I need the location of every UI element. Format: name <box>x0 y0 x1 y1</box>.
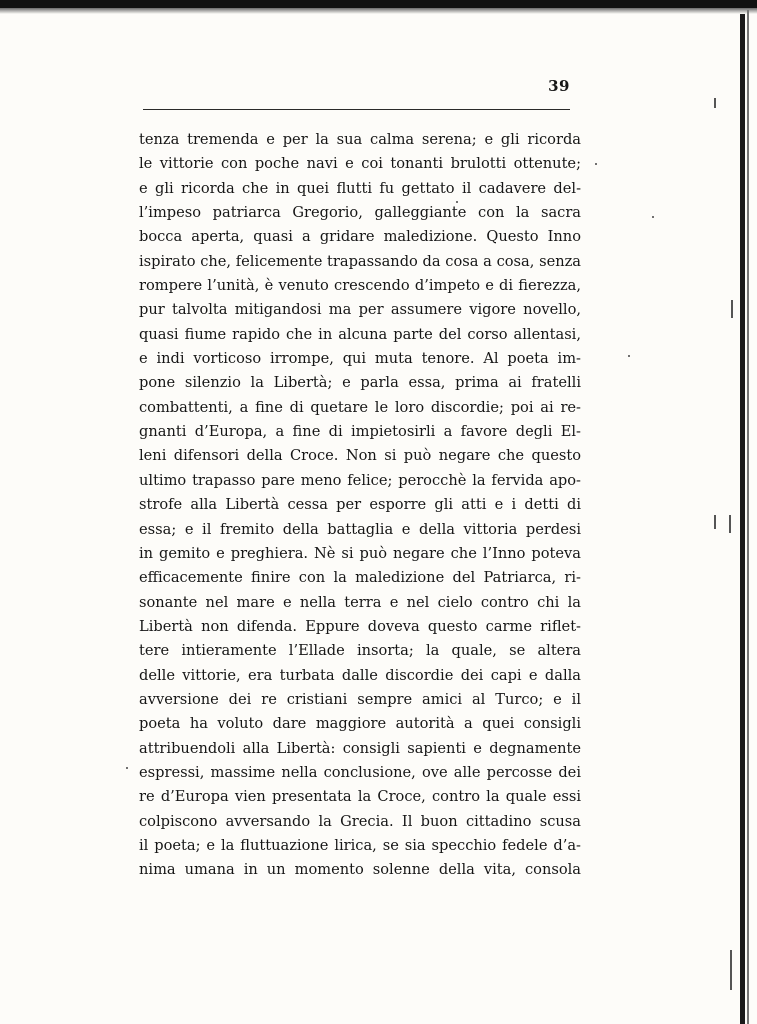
text-line: sonante nel mare e nella terra e nel cielo contro chi la <box>139 593 581 611</box>
text-line: gnanti d’Europa, a fine di impietosirli a favore degli El- <box>139 423 581 441</box>
scan-speck <box>652 216 654 218</box>
text-line: l’impeso patriarca Gregorio, galleggiante con la sacra <box>139 204 581 222</box>
text-line: leni difensori della Croce. Non si può negare che questo <box>139 447 581 465</box>
text-line: in gemito e preghiera. Nè si può negare che l’Inno poteva <box>139 544 581 562</box>
text-line: poeta ha voluto dare maggiore autorità a quei consigli <box>139 715 581 733</box>
text-line: re d’Europa vien presentata la Croce, contro la quale essi <box>139 788 581 806</box>
scan-speck <box>628 355 630 357</box>
text-line: e indi vorticoso irrompe, qui muta tenore. Al poeta im- <box>139 350 581 368</box>
text-line: rompere l’unità, è venuto crescendo d’impeto e di fierezza, <box>139 277 581 295</box>
text-line: tere intieramente l’Ellade insorta; la quale, se altera <box>139 642 581 660</box>
header-rule <box>143 109 570 110</box>
text-line: pone silenzio la Libertà; e parla essa, prima ai fratelli <box>139 374 581 392</box>
body-text <box>139 128 581 883</box>
page-number: 39 <box>548 77 570 95</box>
spine-mark <box>714 98 716 108</box>
text-line: efficacemente finire con la maledizione del Patriarca, ri- <box>139 569 581 587</box>
scan-speck <box>456 201 458 203</box>
spine-shadow-line <box>740 14 745 1024</box>
text-line: Libertà non difenda. Eppure doveva questo carme riflet- <box>139 617 581 635</box>
spine-edge-line <box>747 10 749 1024</box>
text-line: tenza tremenda e per la sua calma serena; e gli ricorda <box>139 131 581 148</box>
text-line: ultimo trapasso pare meno felice; perocchè la fervida apo- <box>139 471 581 489</box>
text-line: attribuendoli alla Libertà: consigli sapienti e degnamente <box>139 739 581 757</box>
text-line: strofe alla Libertà cessa per esporre gli atti e i detti di <box>139 496 581 514</box>
scan-top-shadow <box>0 8 757 14</box>
text-line: ispirato che, felicemente trapassando da cosa a cosa, senza <box>139 252 581 270</box>
text-line: combattenti, a fine di quetare le loro discordie; poi ai re- <box>139 398 581 416</box>
text-line: delle vittorie, era turbata dalle discordie dei capi e dalla <box>139 666 581 684</box>
spine-mark <box>729 515 731 533</box>
text-line: avversione dei re cristiani sempre amici al Turco; e il <box>139 690 581 708</box>
book-spine-edge <box>711 0 757 1024</box>
text-line: pur talvolta mitigandosi ma per assumere vigore novello, <box>139 301 581 319</box>
text-line: nima umana in un momento solenne della vita, consola <box>139 861 581 879</box>
text-line: espressi, massime nella conclusione, ove alle percosse dei <box>139 763 581 781</box>
text-line: quasi fiume rapido che in alcuna parte del corso allentasi, <box>139 325 581 343</box>
text-line: e gli ricorda che in quei flutti fu gettato il cadavere del- <box>139 179 581 197</box>
text-line: colpiscono avversando la Grecia. Il buon cittadino scusa <box>139 812 581 830</box>
scan-top-edge <box>0 0 757 8</box>
spine-mark <box>731 300 733 318</box>
text-line: bocca aperta, quasi a gridare maledizione. Questo Inno <box>139 228 581 246</box>
text-line: essa; e il fremito della battaglia e della vittoria perdesi <box>139 520 581 538</box>
text-line: le vittorie con poche navi e coi tonanti brulotti ottenute; <box>139 155 581 173</box>
spine-mark <box>730 950 732 990</box>
scan-speck <box>595 163 597 165</box>
text-line: il poeta; e la fluttuazione lirica, se sia specchio fedele d’a- <box>139 836 581 854</box>
spine-mark <box>714 515 716 529</box>
scan-speck <box>126 767 128 769</box>
